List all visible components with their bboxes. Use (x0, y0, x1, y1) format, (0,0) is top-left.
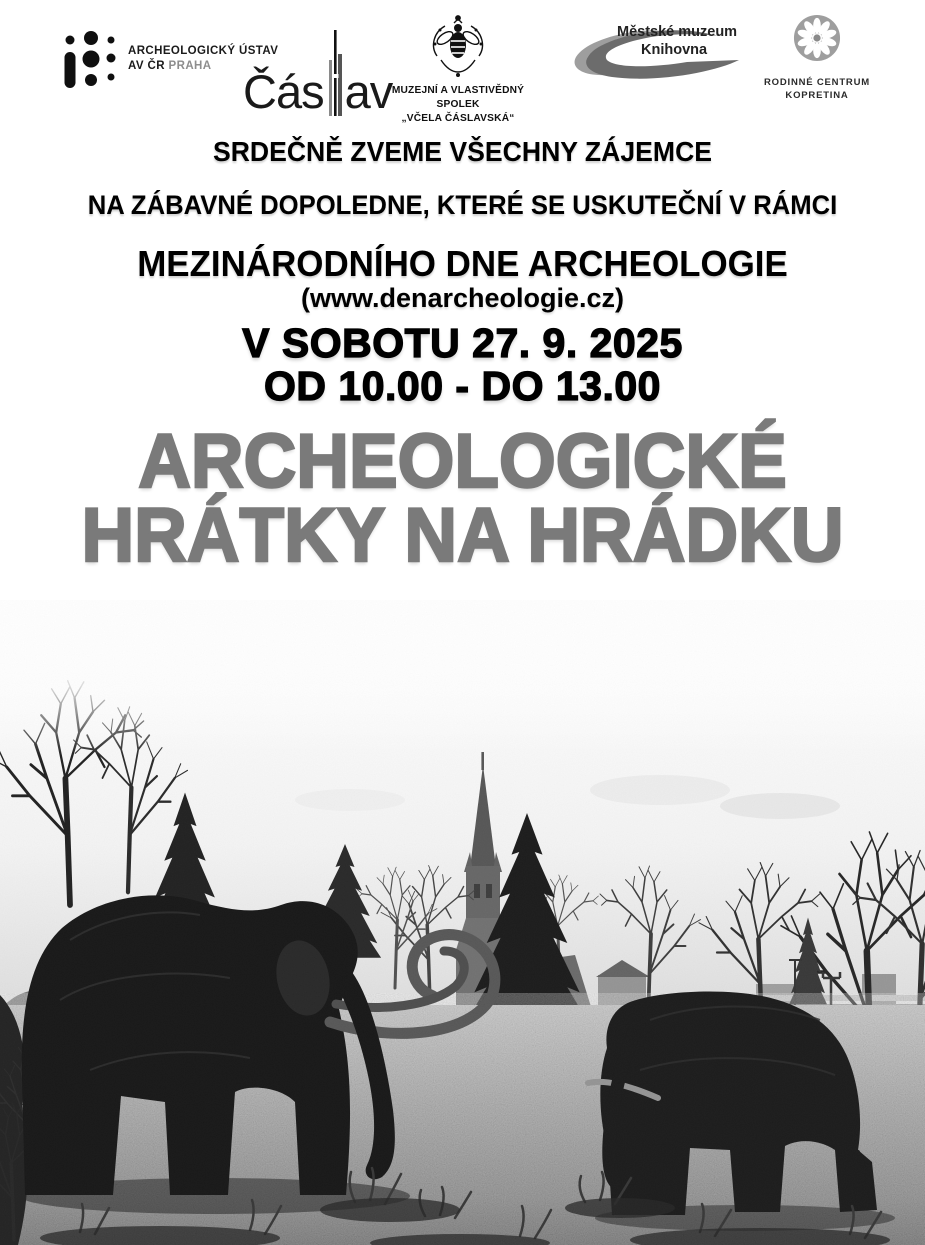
vcela-line1: MUZEJNÍ A VLASTIVĚDNÝ SPOLEK (391, 84, 525, 110)
event-url: (www.denarcheologie.cz) (300, 283, 625, 313)
date-line: V SOBOTU 27. 9. 2025 (242, 320, 683, 366)
time-line: OD 10.00 - DO 13.00 (264, 363, 661, 409)
main-title-line1: ARCHEOLOGICKÉ (138, 419, 787, 504)
bee-emblem-icon (427, 14, 489, 78)
vcela-line2: „VČELA ČÁSLAVSKÁ“ (401, 112, 515, 124)
intro-line2: NA ZÁBAVNÉ DOPOLEDNE, KTERÉ SE USKUTEČNÍ V RÁMCI (87, 190, 838, 220)
date-time-block (0, 322, 925, 408)
event-name: MEZINÁRODNÍHO DNE ARCHEOLOGIE (137, 243, 788, 284)
main-title (19, 419, 907, 578)
institute-line1: ARCHEOLOGICKÝ ÚSTAV (128, 45, 279, 57)
caslav-text-right: av (344, 65, 393, 118)
event-photo-illustration (0, 600, 925, 1245)
kopretina-line2: KOPRETINA (785, 90, 849, 101)
institute-line2: AV ČR PRAHA (128, 60, 212, 72)
caslav-text-left: Čás (243, 65, 324, 118)
kopretina-text (746, 76, 888, 102)
caslav-city-logo (243, 30, 393, 118)
photo-grain (0, 600, 925, 1245)
mammoth-scene (0, 600, 925, 1245)
vcela-text (375, 83, 542, 125)
kopretina-line1: RODINNÉ CENTRUM (764, 77, 870, 88)
main-title-line2: HRÁTKY NA HRÁDKU (81, 493, 844, 578)
dots-grid-icon (60, 28, 118, 90)
tower-icon (326, 30, 344, 116)
vcela-society-logo (372, 14, 544, 125)
museum-line2: Knihovna (641, 42, 708, 58)
kopretina-flower-icon (793, 14, 841, 62)
kopretina-center-logo (746, 14, 888, 102)
city-museum-logo (563, 16, 753, 90)
museum-line1: Městské muzeum (617, 24, 738, 40)
intro-line1: SRDEČNĚ ZVEME VŠECHNY ZÁJEMCE (212, 136, 713, 167)
